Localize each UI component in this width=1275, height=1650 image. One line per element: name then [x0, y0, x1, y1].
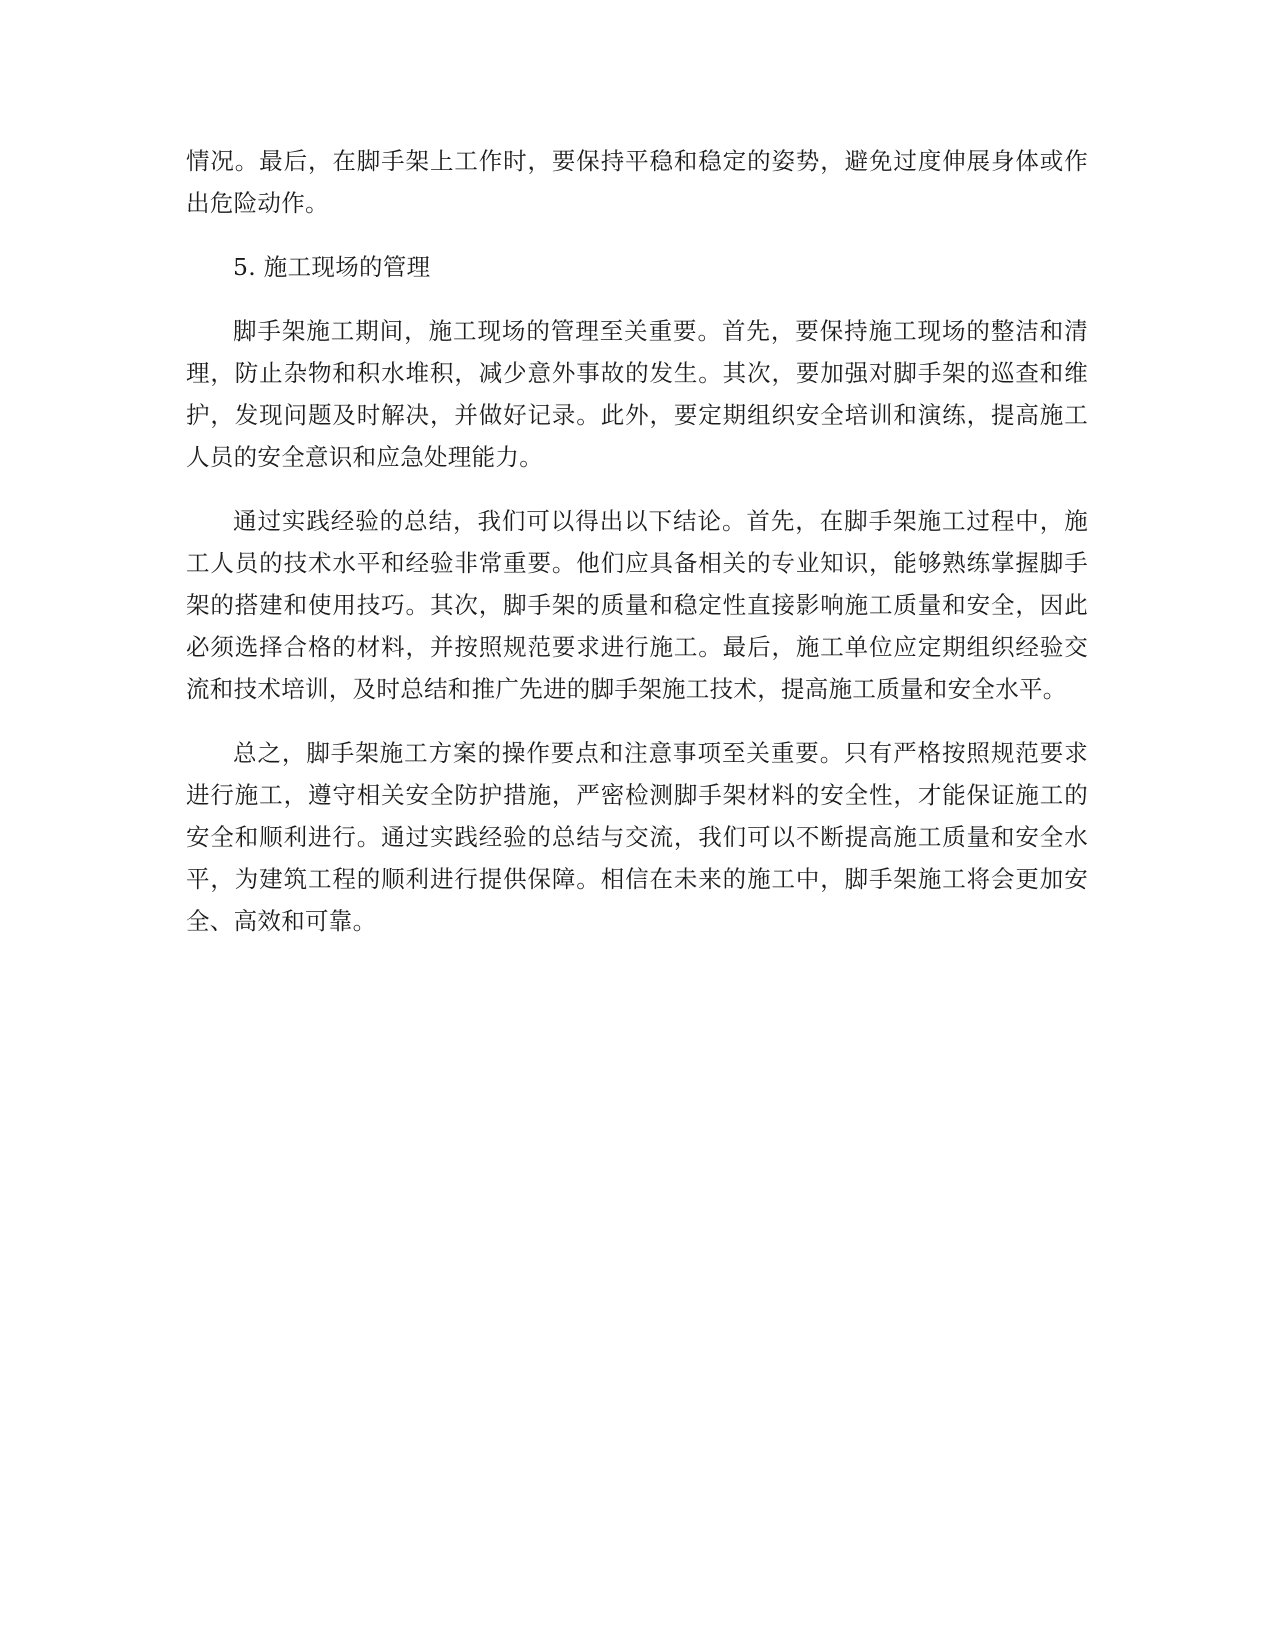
paragraph-site-management: 脚手架施工期间，施工现场的管理至关重要。首先，要保持施工现场的整洁和清理，防止杂物和积水堆积，减少意外事故的发生。其次，要加强对脚手架的巡查和维护，发现问题及时解决，并做好记录。此外，要定期组织安全培训和演练，提高施工人员的安全意识和应急处理能力。 [186, 317, 1088, 471]
paragraph-continuation: 情况。最后，在脚手架上工作时，要保持平稳和稳定的姿势，避免过度伸展身体或作出危险动作。 [186, 147, 1088, 217]
paragraph-experience-summary: 通过实践经验的总结，我们可以得出以下结论。首先，在脚手架施工过程中，施工人员的技术水平和经验非常重要。他们应具备相关的专业知识，能够熟练掌握脚手架的搭建和使用技巧。其次，脚手架的质量和稳定性直接影响施工质量和安全，因此必须选择合格的材料，并按照规范要求进行施工。最后，施工单位应定期组织经验交流和技术培训，及时总结和推广先进的脚手架施工技术，提高施工质量和安全水平。 [186, 507, 1088, 703]
section-heading-5: 5. 施工现场的管理 [233, 253, 431, 281]
paragraph-conclusion: 总之，脚手架施工方案的操作要点和注意事项至关重要。只有严格按照规范要求进行施工，遵守相关安全防护措施，严密检测脚手架材料的安全性，才能保证施工的安全和顺利进行。通过实践经验的总结与交流，我们可以不断提高施工质量和安全水平，为建筑工程的顺利进行提供保障。相信在未来的施工中，脚手架施工将会更加安全、高效和可靠。 [186, 739, 1088, 935]
document-body [186, 140, 1088, 964]
